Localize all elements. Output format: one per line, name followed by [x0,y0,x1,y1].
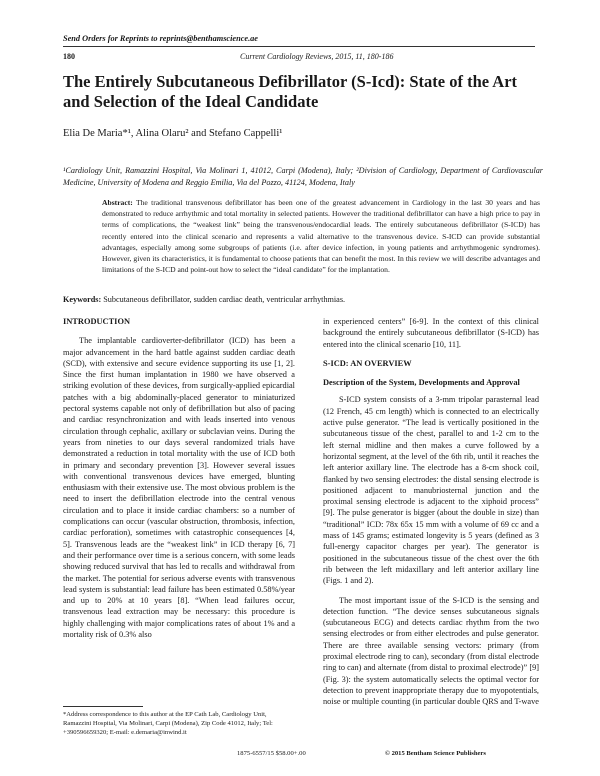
correspondence-footnote: *Address correspondence to this author at the EP Cath Lab, Cardiology Unit, Ramazzini Hospital, Via Molinari, Carpi (Modena), Zip Code 41012, Italy; Tel: +390596659320; E-mail: e.demaria@inwind.it [63,711,273,736]
page-number: 180 [63,52,75,61]
header-rule [63,46,535,47]
section-heading-overview: S-ICD: AN OVERVIEW [323,358,412,368]
abstract-text: The traditional transvenous defibrillator has been one of the greatest advancement in Cardiology in the last 30 years and has demonstrated to reduce arrhythmic and total mortality in selected patients. However the traditional defibrillator can have a high price to pay in terms of complications, the “weakest link” being the transvenous/endocardial leads. The entirely subcutaneous defibrillator (S-ICD) has recently entered into the clinical scenario and represents a valid alternative to the transvenous device. S-ICD can provide substantial advantages, especially among some subgroups of patients (i.e. after device infection, in young patients and arrhythmogenic syndromes). However, given its characteristics, it is fundamental to choose patients that can benefit the most. In this review we will describe advantages and limitations of the S-ICD and point-out how to select the “ideal candidate” for the implantation. [102,198,541,275]
description-paragraph: S-ICD system consists of a 3-mm tripolar parasternal lead (12 French, 45 cm length) which is connected to an electrically active pulse generator. “The lead is vertically positioned in the subcutaneous tissue of the chest, parallel to and 1-2 cm to the left sternal midline and then makes a curve followed by a horizontal segment, at the level of the 6th rib, until it reaches the left anterior axillary line. The electrode has a 8-cm shock coil, flanked by two sensing electrodes: the distal sensing electrode is positioned adjacent to manubriosternal junction and the proximal sensing electrode is adjacent to the xiphoid process” [9]. The pulse generator is bigger (about the double in size) than “traditional” ICD: 78x 65x 15 mm with a volume of 69 cc and a mass of 145 grams; estimated longevity is 5 years (defined as 3 full-energy capacitor charges per year). The generator is positioned in the subcutaneous tissue of the chest over the 6th rib between the left midaxillary and left anterior axillary line (Figs. 1 and 2). [323,395,539,586]
affiliations: ¹Cardiology Unit, Ramazzini Hospital, Via Molinari 1, 41012, Carpi (Modena), Italy; ²Division of Cardiology, Department of Cardiovascular Medicine, University of Modena and Reggio Emilia, Via del Pozzo, 41124, Modena, Italy [63,166,543,187]
right-column [323,316,539,716]
section-heading-introduction: INTRODUCTION [63,317,131,326]
issn-price: 1875-6557/15 $58.00+.00 [237,750,306,757]
left-column [63,316,295,648]
sensing-paragraph: The most important issue of the S-ICD is the sensing and detection function. “The device senses subcutaneous signals (subcutaneous ECG) and detects cardiac rhythm from the two sensing electrodes or from either electrodes and pulse generator. There are three available sensing vectors: primary (from proximal electrode ring to can), secondary (from distal electrode ring to can) and alternate (from distal to proximal electrode)” [9] (Fig. 3): the system automatically selects the optimal vector for detection to prevent inappropriate therapy due to myopotentials, noise or multiple counting (in particular double QRS and T-wave [323,595,539,707]
author-list: Elia De Maria*¹, Alina Olaru² and Stefano Cappelli¹ [63,128,283,139]
keywords [63,295,543,304]
reprint-notice: Send Orders for Reprints to reprints@benthamscience.ae [63,34,258,43]
continued-paragraph: in experienced centers” [6-9]. In the context of this clinical background the entirely subcutaneous defibrillator (S-ICD) has entered into the clinical scenario [10, 11]. [323,317,539,349]
copyright-notice: © 2015 Bentham Science Publishers [385,750,486,757]
journal-citation: Current Cardiology Reviews, 2015, 11, 180-186 [240,52,394,61]
keywords-text: Subcutaneous defibrillator, sudden cardiac death, ventricular arrhythmias. [103,295,346,304]
abstract [102,197,540,275]
subsection-heading-description: Description of the System, Developments and Approval [323,378,520,388]
abstract-label: Abstract: [102,198,133,207]
keywords-label: Keywords: [63,295,102,304]
article-title: The Entirely Subcutaneous Defibrillator (S-Icd): State of the Art and Selection of the Ideal Candidate [63,72,518,111]
introduction-paragraph: The implantable cardioverter-defibrillator (ICD) has been a major advancement in the hard battle against sudden cardiac death (SCD), with extensive and secure evidence supporting its use [1, 2]. Since the first human implantation in 1980 we have observed a striking evolution of these devices, from surgically-applied epicardial patches with a big abdominally-placed generator to miniaturized pectoral systems capable not only of defibrillation but also of pacing and cardiac resynchronization and with leads inserted into venous circulation through cephalic, axillary or subclavian veins. During the years from nineties to our days several randomized trials have demonstrated a reduction in total mortality with the use of ICD both in primary and secondary prevention [3]. However several issues with conventional transvenous devices have emerged, blunting enthusiasm with their extensive use. The most obvious problem is the need to insert the defibrillation electrode into the central venous circulation and to place it inside cardiac chambers: so a number of complications can occur (vascular obstruction, thrombosis, infection, cardiac perforation), sometimes with catastrophic consequences [4, 5]. Transvenous leads are the “weakest link” in ICD therapy [6, 7] and their performance over time is a serious concern, with some leads showing reduced survival that has led to recalls and withdrawal from the market. The potential for serious adverse events with transvenous lead system is substantial: lead failure has been estimated 0.58%/year and up to 20% at 10 years [8]. “When lead failures occur, transvenous lead extraction may be necessary: this procedure is highly challenging with major complications rates of about 1% and a mortality risk of 0.3% also [63,336,295,640]
footnote-rule [63,706,143,707]
